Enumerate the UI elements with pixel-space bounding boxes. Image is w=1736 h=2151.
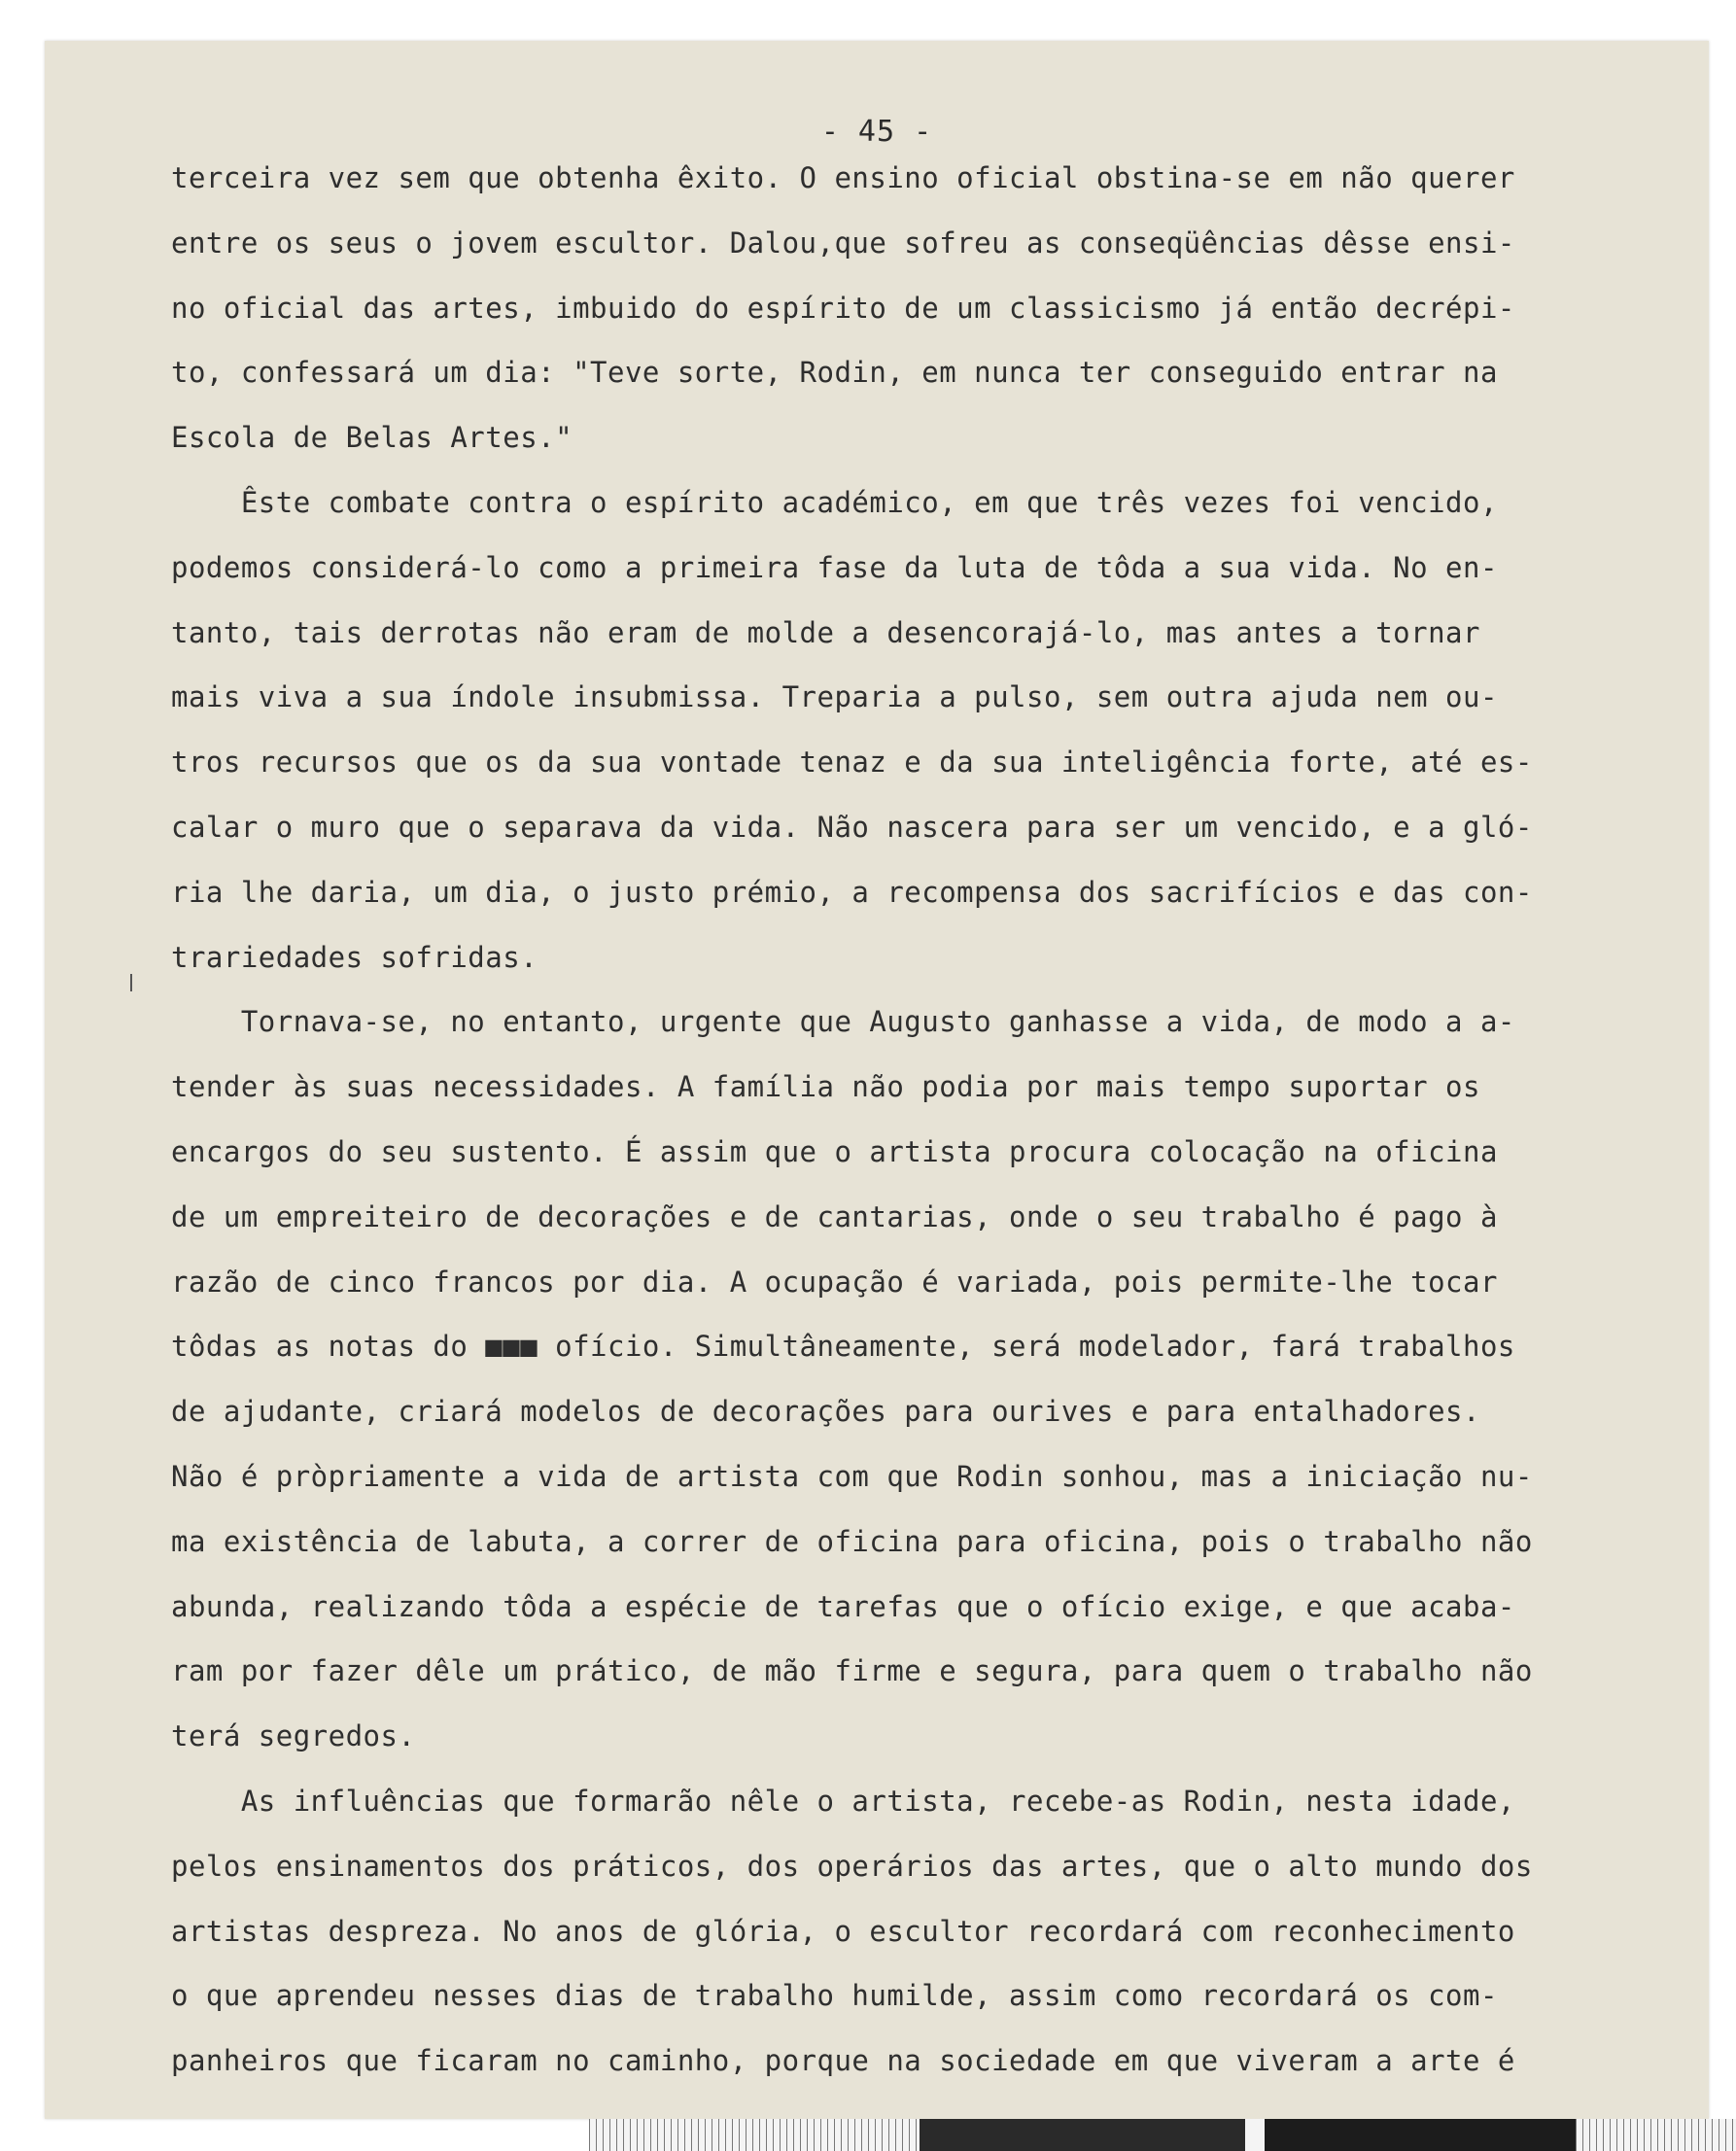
text-line: Escola de Belas Artes." [171, 421, 573, 455]
body-text [171, 146, 1707, 2094]
text-line: mais viva a sua índole insubmissa. Treparia a pulso, sem outra ajuda nem ou- [171, 680, 1498, 714]
scale-ticks [589, 2119, 920, 2151]
scale-ticks [1576, 2119, 1736, 2151]
text-line: Tornava-se, no entanto, urgente que Augusto ganhasse a vida, de modo a a- [171, 1005, 1515, 1039]
text-line: calar o muro que o separava da vida. Não nascera para ser um vencido, e a gló- [171, 810, 1533, 844]
scale-block [1265, 2119, 1576, 2151]
text-line: tôdas as notas do ■■■ ofício. Simultâneamente, será modelador, fará trabalhos [171, 1330, 1515, 1364]
text-line: ram por fazer dêle um prático, de mão firme e segura, para quem o trabalho não [171, 1654, 1533, 1688]
text-line: terceira vez sem que obtenha êxito. O ensino oficial obstina-se em não querer [171, 161, 1515, 194]
scale-block [920, 2119, 1245, 2151]
page-number: - 45 - [820, 115, 933, 149]
text-line: entre os seus o jovem escultor. Dalou,que sofreu as conseqüências dêsse ensi- [171, 226, 1515, 260]
text-line: tanto, tais derrotas não eram de molde a desencorajá-lo, mas antes a tornar [171, 615, 1480, 649]
text-line: terá segredos. [171, 1719, 416, 1753]
text-line: trariedades sofridas. [171, 940, 538, 974]
color-scale-bar [589, 2119, 1736, 2151]
margin-mark [130, 974, 132, 991]
text-line: Êste combate contra o espírito académico, em que três vezes foi vencido, [171, 485, 1498, 519]
text-line: tender às suas necessidades. A família não podia por mais tempo suportar os [171, 1070, 1480, 1104]
text-line: panheiros que ficaram no caminho, porque na sociedade em que viveram a arte é [171, 2044, 1515, 2078]
text-line: de ajudante, criará modelos de decorações para ourives e para entalhadores. [171, 1395, 1480, 1429]
text-line: Não é pròpriamente a vida de artista com que Rodin sonhou, mas a iniciação nu- [171, 1459, 1533, 1493]
text-line: tros recursos que os da sua vontade tenaz e da sua inteligência forte, até es- [171, 746, 1533, 780]
text-line: to, confessará um dia: "Teve sorte, Rodin, em nunca ter conseguido entrar na [171, 356, 1498, 390]
text-line: ma existência de labuta, a correr de oficina para oficina, pois o trabalho não [171, 1524, 1533, 1558]
text-line: encargos do seu sustento. É assim que o artista procura colocação na oficina [171, 1134, 1498, 1168]
text-line: no oficial das artes, imbuido do espírito de um classicismo já então decrépi- [171, 291, 1515, 325]
scale-gap [1245, 2119, 1265, 2151]
text-line: ria lhe daria, um dia, o justo prémio, a recompensa dos sacrifícios e das con- [171, 875, 1533, 909]
text-line: podemos considerá-lo como a primeira fase da luta de tôda a sua vida. No en- [171, 550, 1498, 584]
typewritten-sheet [45, 41, 1709, 2119]
text-line: abunda, realizando tôda a espécie de tarefas que o ofício exige, e que acaba- [171, 1589, 1515, 1623]
text-line: razão de cinco francos por dia. A ocupação é variada, pois permite-lhe tocar [171, 1265, 1498, 1299]
text-line: As influências que formarão nêle o artista, recebe-as Rodin, nesta idade, [171, 1784, 1515, 1818]
text-line: artistas despreza. No anos de glória, o escultor recordará com reconhecimento [171, 1914, 1515, 1948]
text-line: de um empreiteiro de decorações e de cantarias, onde o seu trabalho é pago à [171, 1199, 1498, 1233]
text-line: pelos ensinamentos dos práticos, dos operários das artes, que o alto mundo dos [171, 1849, 1533, 1883]
text-line: o que aprendeu nesses dias de trabalho humilde, assim como recordará os com- [171, 1979, 1498, 2013]
